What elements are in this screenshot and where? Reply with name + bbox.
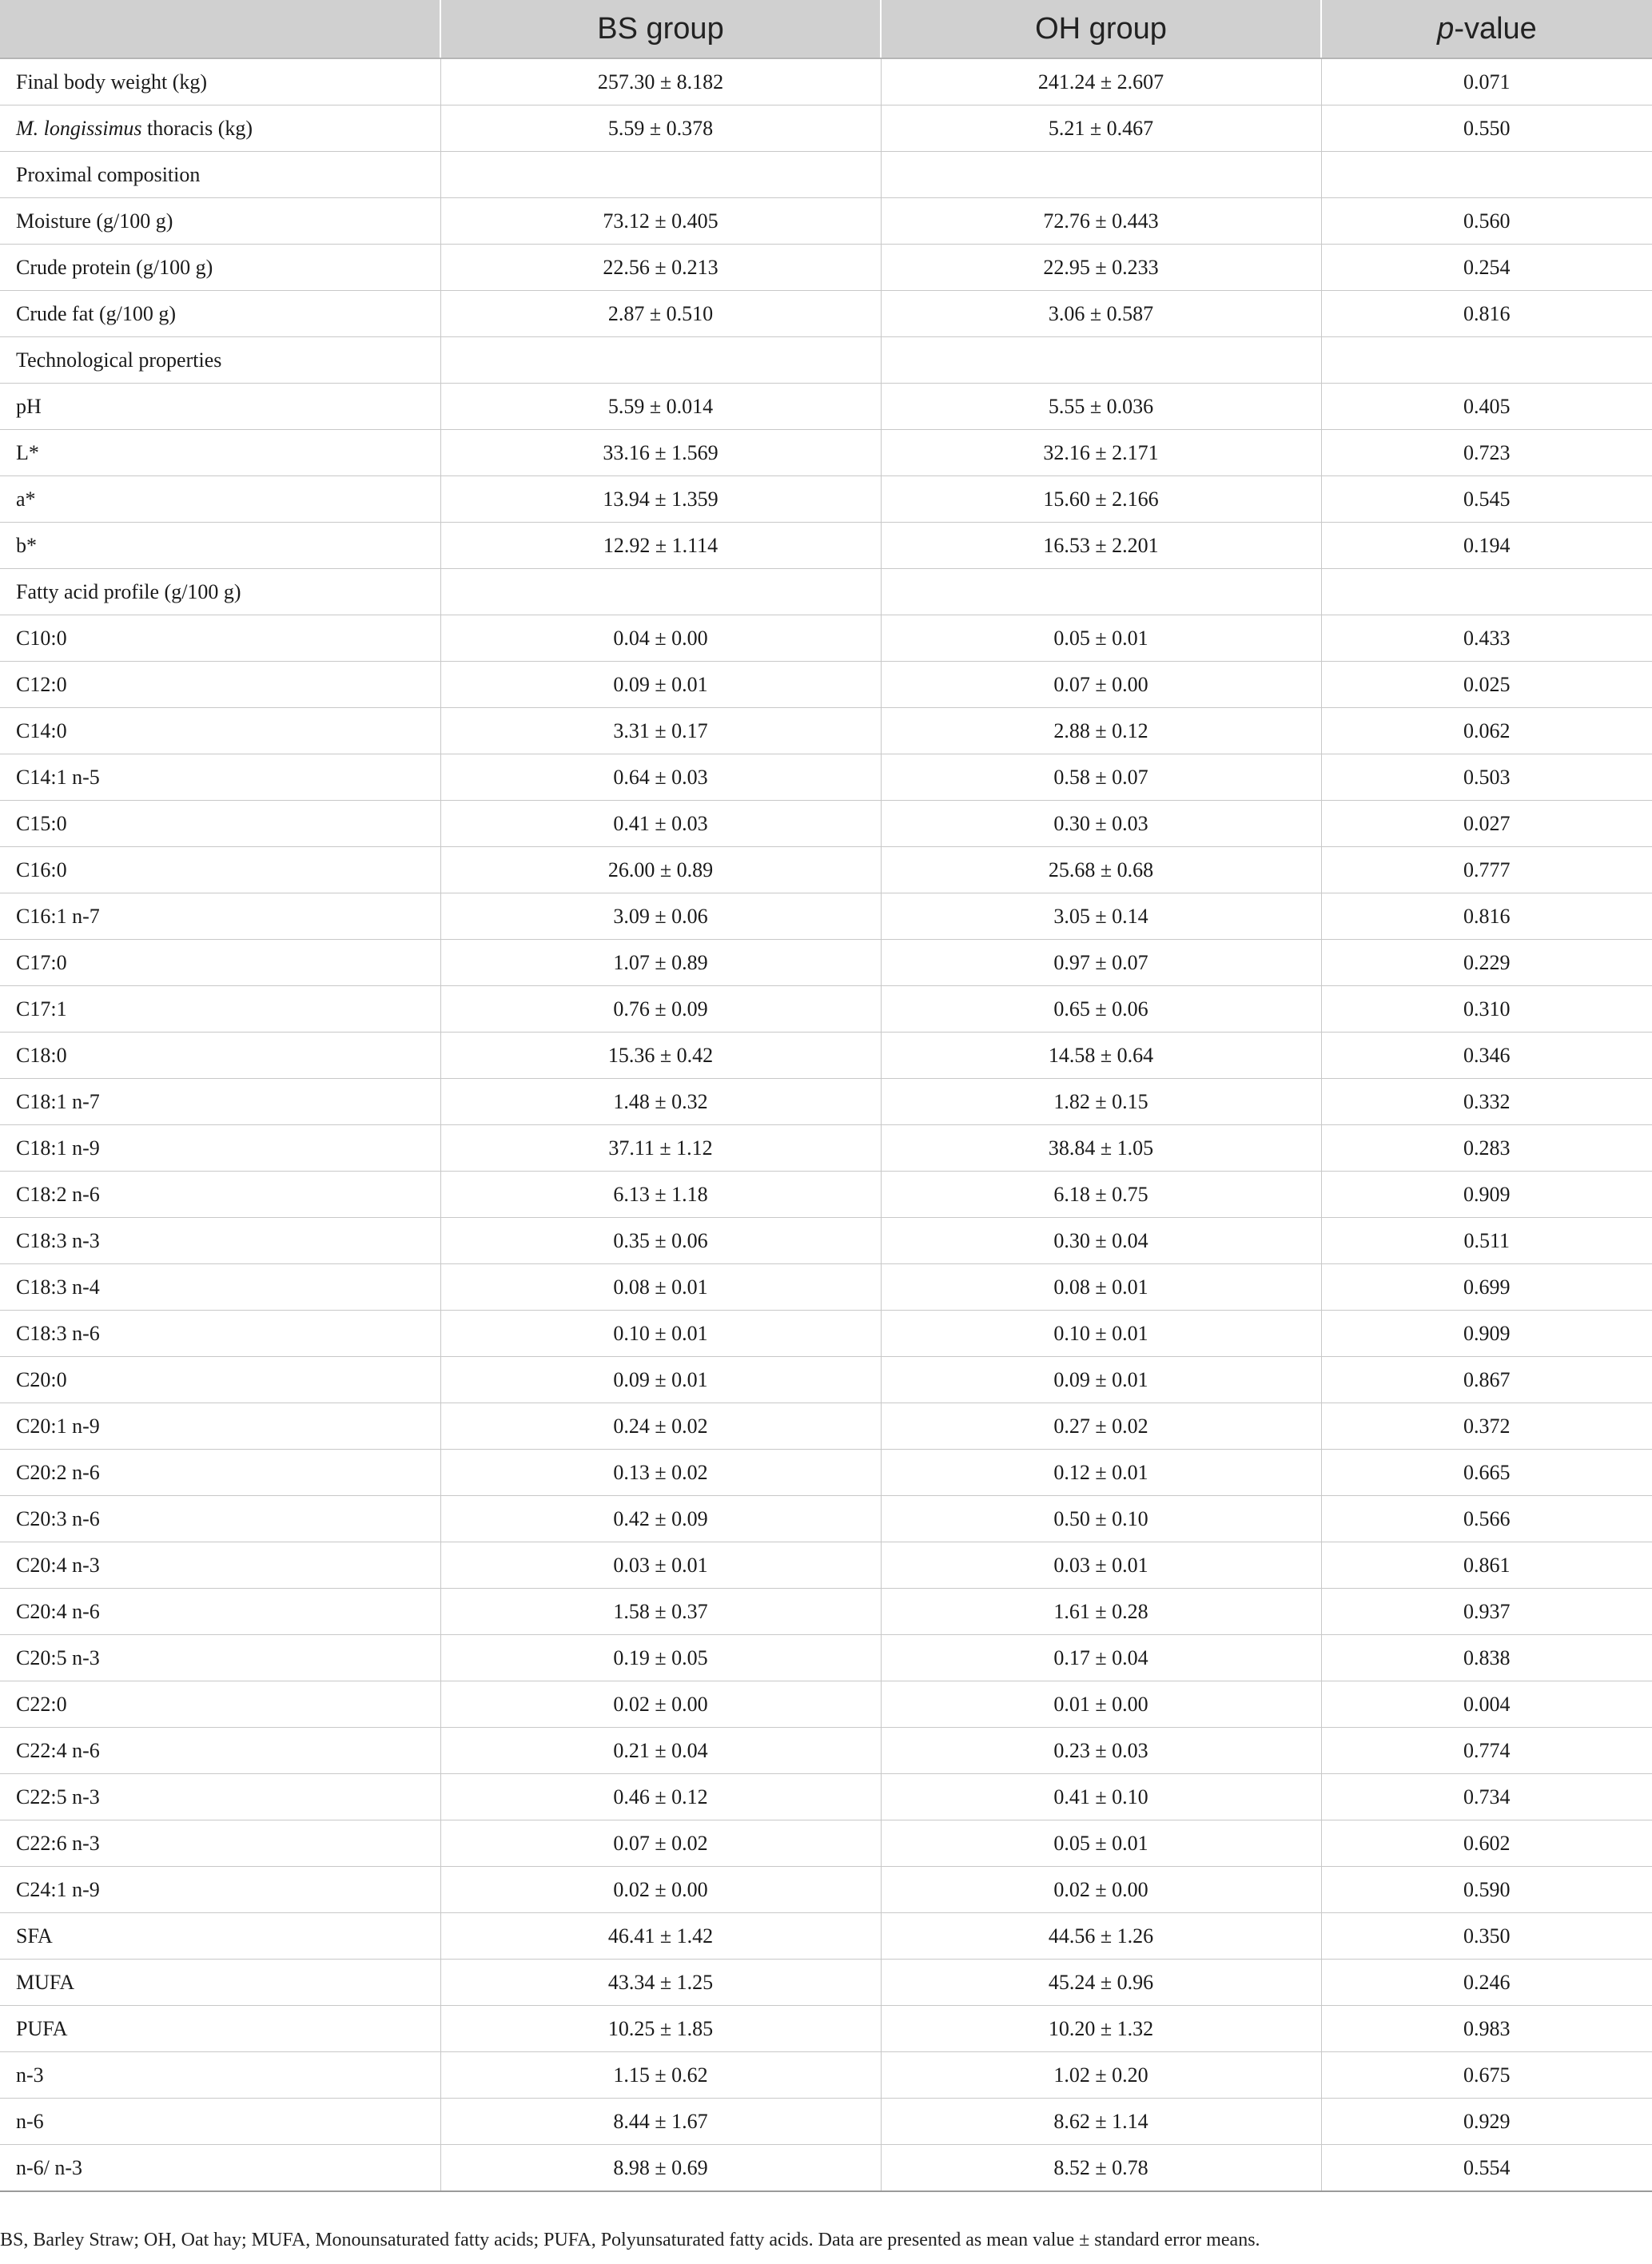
bs-group-value: 22.56 ± 0.213 bbox=[440, 245, 881, 291]
p-value: 0.909 bbox=[1321, 1172, 1652, 1218]
oh-group-value: 72.76 ± 0.443 bbox=[881, 198, 1321, 245]
bs-group-value: 12.92 ± 1.114 bbox=[440, 523, 881, 569]
row-label: C14:0 bbox=[0, 708, 440, 754]
oh-group-value: 0.07 ± 0.00 bbox=[881, 662, 1321, 708]
row-label: C18:1 n-9 bbox=[0, 1125, 440, 1172]
bs-group-value: 33.16 ± 1.569 bbox=[440, 430, 881, 476]
row-label: C12:0 bbox=[0, 662, 440, 708]
bs-group-value: 10.25 ± 1.85 bbox=[440, 2006, 881, 2052]
bs-group-value: 73.12 ± 0.405 bbox=[440, 198, 881, 245]
row-label: C22:0 bbox=[0, 1681, 440, 1728]
table-row bbox=[0, 847, 1652, 893]
p-value: 0.699 bbox=[1321, 1264, 1652, 1311]
p-value: 0.602 bbox=[1321, 1820, 1652, 1867]
p-value: 0.332 bbox=[1321, 1079, 1652, 1125]
bs-group-value: 0.08 ± 0.01 bbox=[440, 1264, 881, 1311]
row-label: C18:3 n-3 bbox=[0, 1218, 440, 1264]
row-label: Fatty acid profile (g/100 g) bbox=[0, 569, 440, 615]
p-value: 0.816 bbox=[1321, 893, 1652, 940]
p-value: 0.665 bbox=[1321, 1450, 1652, 1496]
bs-group-value: 0.19 ± 0.05 bbox=[440, 1635, 881, 1681]
row-label: C17:0 bbox=[0, 940, 440, 986]
bs-group-value: 0.35 ± 0.06 bbox=[440, 1218, 881, 1264]
bs-group-value: 5.59 ± 0.378 bbox=[440, 105, 881, 152]
p-value: 0.027 bbox=[1321, 801, 1652, 847]
p-value: 0.346 bbox=[1321, 1033, 1652, 1079]
row-label: C10:0 bbox=[0, 615, 440, 662]
bs-group-value: 0.04 ± 0.00 bbox=[440, 615, 881, 662]
row-label: Technological properties bbox=[0, 337, 440, 384]
p-value: 0.929 bbox=[1321, 2099, 1652, 2145]
bs-group-value: 0.02 ± 0.00 bbox=[440, 1867, 881, 1913]
bs-group-value: 0.41 ± 0.03 bbox=[440, 801, 881, 847]
oh-group-value: 8.62 ± 1.14 bbox=[881, 2099, 1321, 2145]
oh-group-value: 0.08 ± 0.01 bbox=[881, 1264, 1321, 1311]
table-row bbox=[0, 291, 1652, 337]
table-row bbox=[0, 615, 1652, 662]
row-label: C14:1 n-5 bbox=[0, 754, 440, 801]
table-row bbox=[0, 2052, 1652, 2099]
row-label: C16:1 n-7 bbox=[0, 893, 440, 940]
row-label: C18:0 bbox=[0, 1033, 440, 1079]
bs-group-value: 2.87 ± 0.510 bbox=[440, 291, 881, 337]
table-header-row bbox=[0, 0, 1652, 58]
table-row bbox=[0, 986, 1652, 1033]
bs-group-value: 0.21 ± 0.04 bbox=[440, 1728, 881, 1774]
table-row bbox=[0, 105, 1652, 152]
row-label: C22:4 n-6 bbox=[0, 1728, 440, 1774]
oh-group-value: 8.52 ± 0.78 bbox=[881, 2145, 1321, 2192]
p-value: 0.310 bbox=[1321, 986, 1652, 1033]
bs-group-value: 43.34 ± 1.25 bbox=[440, 1960, 881, 2006]
oh-group-value: 16.53 ± 2.201 bbox=[881, 523, 1321, 569]
header-oh-group: OH group bbox=[881, 0, 1321, 58]
oh-group-value: 0.30 ± 0.04 bbox=[881, 1218, 1321, 1264]
table-row bbox=[0, 1264, 1652, 1311]
bs-group-value bbox=[440, 152, 881, 198]
bs-group-value: 0.10 ± 0.01 bbox=[440, 1311, 881, 1357]
oh-group-value: 0.01 ± 0.00 bbox=[881, 1681, 1321, 1728]
p-value: 0.229 bbox=[1321, 940, 1652, 986]
table-row bbox=[0, 2006, 1652, 2052]
row-label: pH bbox=[0, 384, 440, 430]
bs-group-value: 0.09 ± 0.01 bbox=[440, 1357, 881, 1403]
table-row bbox=[0, 1820, 1652, 1867]
table-footnote: BS, Barley Straw; OH, Oat hay; MUFA, Monounsaturated fatty acids; PUFA, Polyunsaturated fatty acids. Data are presented as mean value ± standard error means. bbox=[0, 2230, 1260, 2250]
row-label: C17:1 bbox=[0, 986, 440, 1033]
oh-group-value: 1.61 ± 0.28 bbox=[881, 1589, 1321, 1635]
row-label: Final body weight (kg) bbox=[0, 58, 440, 105]
p-value: 0.560 bbox=[1321, 198, 1652, 245]
p-value: 0.983 bbox=[1321, 2006, 1652, 2052]
p-value: 0.004 bbox=[1321, 1681, 1652, 1728]
table-row bbox=[0, 1774, 1652, 1820]
table-row bbox=[0, 1033, 1652, 1079]
p-value: 0.550 bbox=[1321, 105, 1652, 152]
row-label: n-6 bbox=[0, 2099, 440, 2145]
p-value: 0.734 bbox=[1321, 1774, 1652, 1820]
table-row bbox=[0, 1218, 1652, 1264]
oh-group-value bbox=[881, 337, 1321, 384]
oh-group-value: 0.17 ± 0.04 bbox=[881, 1635, 1321, 1681]
p-value bbox=[1321, 569, 1652, 615]
table-row bbox=[0, 523, 1652, 569]
row-label: C20:2 n-6 bbox=[0, 1450, 440, 1496]
oh-group-value: 15.60 ± 2.166 bbox=[881, 476, 1321, 523]
header-p-suffix: -value bbox=[1454, 11, 1537, 46]
bs-group-value: 13.94 ± 1.359 bbox=[440, 476, 881, 523]
row-label: C20:4 n-3 bbox=[0, 1542, 440, 1589]
oh-group-value: 5.21 ± 0.467 bbox=[881, 105, 1321, 152]
p-value: 0.350 bbox=[1321, 1913, 1652, 1960]
row-label: a* bbox=[0, 476, 440, 523]
table-row bbox=[0, 1542, 1652, 1589]
bs-group-value: 0.76 ± 0.09 bbox=[440, 986, 881, 1033]
p-value: 0.554 bbox=[1321, 2145, 1652, 2192]
table-row bbox=[0, 1867, 1652, 1913]
table-row bbox=[0, 754, 1652, 801]
table-row bbox=[0, 1357, 1652, 1403]
row-label: Proximal composition bbox=[0, 152, 440, 198]
row-label: Crude fat (g/100 g) bbox=[0, 291, 440, 337]
bs-group-value: 0.24 ± 0.02 bbox=[440, 1403, 881, 1450]
bs-group-value: 15.36 ± 0.42 bbox=[440, 1033, 881, 1079]
table-row bbox=[0, 1403, 1652, 1450]
row-label: C22:5 n-3 bbox=[0, 1774, 440, 1820]
bs-group-value: 257.30 ± 8.182 bbox=[440, 58, 881, 105]
bs-group-value: 8.98 ± 0.69 bbox=[440, 2145, 881, 2192]
table-body bbox=[0, 58, 1652, 2191]
p-value: 0.254 bbox=[1321, 245, 1652, 291]
oh-group-value: 1.82 ± 0.15 bbox=[881, 1079, 1321, 1125]
table-row bbox=[0, 152, 1652, 198]
bs-group-value: 3.31 ± 0.17 bbox=[440, 708, 881, 754]
row-label: MUFA bbox=[0, 1960, 440, 2006]
oh-group-value: 0.10 ± 0.01 bbox=[881, 1311, 1321, 1357]
bs-group-value: 5.59 ± 0.014 bbox=[440, 384, 881, 430]
header-variable bbox=[0, 0, 440, 58]
table-row bbox=[0, 430, 1652, 476]
oh-group-value: 0.41 ± 0.10 bbox=[881, 1774, 1321, 1820]
row-label: b* bbox=[0, 523, 440, 569]
bs-group-value: 0.02 ± 0.00 bbox=[440, 1681, 881, 1728]
p-value: 0.283 bbox=[1321, 1125, 1652, 1172]
bs-group-value: 26.00 ± 0.89 bbox=[440, 847, 881, 893]
bs-group-value: 1.07 ± 0.89 bbox=[440, 940, 881, 986]
bs-group-value: 0.07 ± 0.02 bbox=[440, 1820, 881, 1867]
table-row bbox=[0, 476, 1652, 523]
table-row bbox=[0, 2145, 1652, 2192]
row-label: n-3 bbox=[0, 2052, 440, 2099]
table-row bbox=[0, 569, 1652, 615]
oh-group-value: 0.27 ± 0.02 bbox=[881, 1403, 1321, 1450]
row-label: C18:3 n-4 bbox=[0, 1264, 440, 1311]
row-label: C18:2 n-6 bbox=[0, 1172, 440, 1218]
oh-group-value: 0.65 ± 0.06 bbox=[881, 986, 1321, 1033]
p-value: 0.062 bbox=[1321, 708, 1652, 754]
table-row bbox=[0, 940, 1652, 986]
oh-group-value: 45.24 ± 0.96 bbox=[881, 1960, 1321, 2006]
row-label: Crude protein (g/100 g) bbox=[0, 245, 440, 291]
row-label: C20:5 n-3 bbox=[0, 1635, 440, 1681]
row-label: C18:1 n-7 bbox=[0, 1079, 440, 1125]
p-value: 0.405 bbox=[1321, 384, 1652, 430]
table-row bbox=[0, 384, 1652, 430]
oh-group-value: 38.84 ± 1.05 bbox=[881, 1125, 1321, 1172]
p-value: 0.545 bbox=[1321, 476, 1652, 523]
oh-group-value: 2.88 ± 0.12 bbox=[881, 708, 1321, 754]
bs-group-value: 1.15 ± 0.62 bbox=[440, 2052, 881, 2099]
row-label: C20:3 n-6 bbox=[0, 1496, 440, 1542]
row-label: C15:0 bbox=[0, 801, 440, 847]
p-value: 0.433 bbox=[1321, 615, 1652, 662]
bs-group-value: 0.03 ± 0.01 bbox=[440, 1542, 881, 1589]
table-row bbox=[0, 1125, 1652, 1172]
p-value: 0.246 bbox=[1321, 1960, 1652, 2006]
oh-group-value bbox=[881, 569, 1321, 615]
header-bs-group: BS group bbox=[440, 0, 881, 58]
oh-group-value: 0.50 ± 0.10 bbox=[881, 1496, 1321, 1542]
oh-group-value: 25.68 ± 0.68 bbox=[881, 847, 1321, 893]
p-value: 0.590 bbox=[1321, 1867, 1652, 1913]
oh-group-value: 5.55 ± 0.036 bbox=[881, 384, 1321, 430]
bs-group-value: 0.46 ± 0.12 bbox=[440, 1774, 881, 1820]
row-label: C22:6 n-3 bbox=[0, 1820, 440, 1867]
table-row bbox=[0, 245, 1652, 291]
p-value: 0.675 bbox=[1321, 2052, 1652, 2099]
table-row bbox=[0, 1311, 1652, 1357]
bs-group-value: 0.13 ± 0.02 bbox=[440, 1450, 881, 1496]
p-value: 0.511 bbox=[1321, 1218, 1652, 1264]
table-row bbox=[0, 1450, 1652, 1496]
p-value: 0.194 bbox=[1321, 523, 1652, 569]
oh-group-value: 0.09 ± 0.01 bbox=[881, 1357, 1321, 1403]
row-label: n-6/ n-3 bbox=[0, 2145, 440, 2192]
oh-group-value: 3.05 ± 0.14 bbox=[881, 893, 1321, 940]
p-value: 0.838 bbox=[1321, 1635, 1652, 1681]
p-value: 0.861 bbox=[1321, 1542, 1652, 1589]
row-label bbox=[0, 105, 440, 152]
table-row bbox=[0, 337, 1652, 384]
oh-group-value: 3.06 ± 0.587 bbox=[881, 291, 1321, 337]
oh-group-value: 0.05 ± 0.01 bbox=[881, 615, 1321, 662]
row-label: C18:3 n-6 bbox=[0, 1311, 440, 1357]
oh-group-value: 0.30 ± 0.03 bbox=[881, 801, 1321, 847]
bs-group-value: 8.44 ± 1.67 bbox=[440, 2099, 881, 2145]
row-label: Moisture (g/100 g) bbox=[0, 198, 440, 245]
oh-group-value: 0.02 ± 0.00 bbox=[881, 1867, 1321, 1913]
p-value: 0.867 bbox=[1321, 1357, 1652, 1403]
table-row bbox=[0, 1589, 1652, 1635]
oh-group-value: 22.95 ± 0.233 bbox=[881, 245, 1321, 291]
p-value: 0.909 bbox=[1321, 1311, 1652, 1357]
bs-group-value bbox=[440, 569, 881, 615]
p-value: 0.025 bbox=[1321, 662, 1652, 708]
p-value: 0.937 bbox=[1321, 1589, 1652, 1635]
bs-group-value: 0.09 ± 0.01 bbox=[440, 662, 881, 708]
table-row bbox=[0, 2099, 1652, 2145]
table-row bbox=[0, 1728, 1652, 1774]
oh-group-value: 0.05 ± 0.01 bbox=[881, 1820, 1321, 1867]
bs-group-value: 6.13 ± 1.18 bbox=[440, 1172, 881, 1218]
row-label: C20:0 bbox=[0, 1357, 440, 1403]
table-row bbox=[0, 1913, 1652, 1960]
header-p-value bbox=[1321, 0, 1652, 58]
bs-group-value: 1.58 ± 0.37 bbox=[440, 1589, 881, 1635]
p-value: 0.777 bbox=[1321, 847, 1652, 893]
bs-group-value: 3.09 ± 0.06 bbox=[440, 893, 881, 940]
bs-group-value: 0.64 ± 0.03 bbox=[440, 754, 881, 801]
table-row bbox=[0, 708, 1652, 754]
bs-group-value: 46.41 ± 1.42 bbox=[440, 1913, 881, 1960]
oh-group-value: 0.23 ± 0.03 bbox=[881, 1728, 1321, 1774]
oh-group-value: 0.58 ± 0.07 bbox=[881, 754, 1321, 801]
bs-group-value: 37.11 ± 1.12 bbox=[440, 1125, 881, 1172]
row-label-italic: M. longissimus bbox=[16, 116, 142, 140]
oh-group-value: 10.20 ± 1.32 bbox=[881, 2006, 1321, 2052]
table-row bbox=[0, 1635, 1652, 1681]
p-value: 0.816 bbox=[1321, 291, 1652, 337]
p-value bbox=[1321, 337, 1652, 384]
table-row bbox=[0, 1172, 1652, 1218]
table-row bbox=[0, 662, 1652, 708]
oh-group-value: 241.24 ± 2.607 bbox=[881, 58, 1321, 105]
header-p-italic: p bbox=[1437, 11, 1455, 46]
oh-group-value: 44.56 ± 1.26 bbox=[881, 1913, 1321, 1960]
row-label-rest: thoracis (kg) bbox=[141, 116, 253, 140]
table-row bbox=[0, 58, 1652, 105]
bs-group-value bbox=[440, 337, 881, 384]
row-label: C20:1 n-9 bbox=[0, 1403, 440, 1450]
oh-group-value: 14.58 ± 0.64 bbox=[881, 1033, 1321, 1079]
row-label: C16:0 bbox=[0, 847, 440, 893]
table-row bbox=[0, 1496, 1652, 1542]
row-label: PUFA bbox=[0, 2006, 440, 2052]
p-value bbox=[1321, 152, 1652, 198]
oh-group-value: 32.16 ± 2.171 bbox=[881, 430, 1321, 476]
table-row bbox=[0, 198, 1652, 245]
table-row bbox=[0, 893, 1652, 940]
oh-group-value: 6.18 ± 0.75 bbox=[881, 1172, 1321, 1218]
bs-group-value: 0.42 ± 0.09 bbox=[440, 1496, 881, 1542]
p-value: 0.372 bbox=[1321, 1403, 1652, 1450]
row-label: SFA bbox=[0, 1913, 440, 1960]
p-value: 0.071 bbox=[1321, 58, 1652, 105]
p-value: 0.503 bbox=[1321, 754, 1652, 801]
oh-group-value: 1.02 ± 0.20 bbox=[881, 2052, 1321, 2099]
table-row bbox=[0, 1960, 1652, 2006]
p-value: 0.723 bbox=[1321, 430, 1652, 476]
row-label: C24:1 n-9 bbox=[0, 1867, 440, 1913]
oh-group-value bbox=[881, 152, 1321, 198]
oh-group-value: 0.03 ± 0.01 bbox=[881, 1542, 1321, 1589]
bs-group-value: 1.48 ± 0.32 bbox=[440, 1079, 881, 1125]
table-row bbox=[0, 801, 1652, 847]
p-value: 0.566 bbox=[1321, 1496, 1652, 1542]
table-row bbox=[0, 1079, 1652, 1125]
row-label: L* bbox=[0, 430, 440, 476]
table-row bbox=[0, 1681, 1652, 1728]
oh-group-value: 0.12 ± 0.01 bbox=[881, 1450, 1321, 1496]
p-value: 0.774 bbox=[1321, 1728, 1652, 1774]
row-label: C20:4 n-6 bbox=[0, 1589, 440, 1635]
oh-group-value: 0.97 ± 0.07 bbox=[881, 940, 1321, 986]
